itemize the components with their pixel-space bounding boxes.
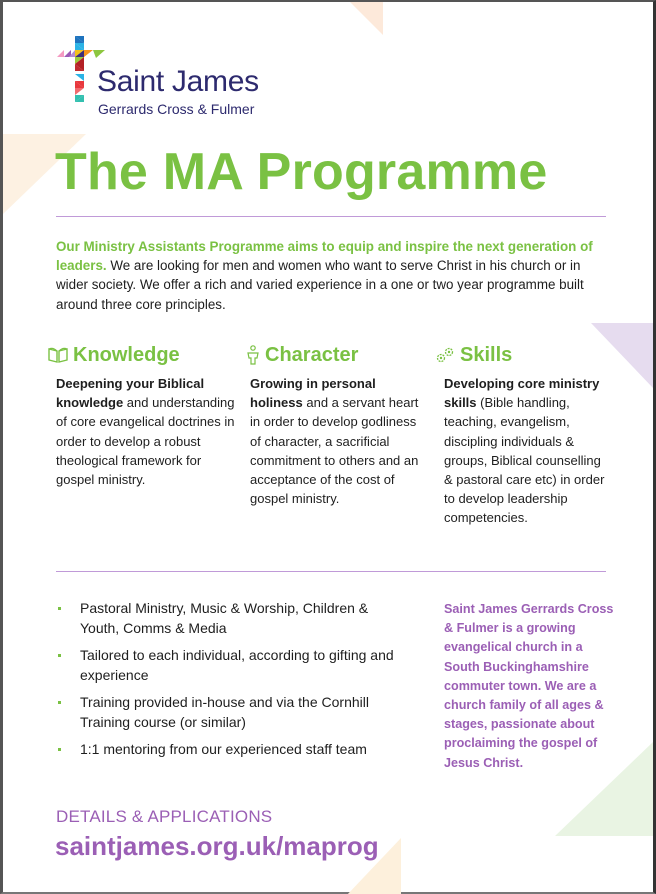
list-item-text: Training provided in-house and via the Cornhill Training course (or similar) bbox=[80, 694, 369, 730]
principle-text: (Bible handling, teaching, evangelism, discipling individuals & groups, Biblical counselling & pastoral care etc) in order to develop leadership competencies. bbox=[444, 395, 605, 526]
programme-features-list bbox=[56, 599, 406, 768]
principle-skills bbox=[434, 343, 614, 528]
list-item bbox=[56, 740, 406, 760]
principle-text: and a servant heart in order to develop godliness of character, a sacrificial commitment to others and an acceptance of the cost of gospel ministry. bbox=[250, 395, 419, 507]
details-label: DETAILS & APPLICATIONS bbox=[56, 807, 273, 826]
principle-heading-text: Knowledge bbox=[73, 344, 180, 366]
bullet-icon bbox=[58, 654, 61, 657]
church-about-text: Saint James Gerrards Cross & Fulmer is a growing evangelical church in a South Buckinghamshire commuter town. We are a church family of all ages & stages, passionate about proclaiming the gospel of Jesus Christ. bbox=[444, 602, 614, 770]
logo-name: Saint James bbox=[97, 65, 259, 98]
book-icon bbox=[47, 346, 69, 364]
triangle-top-orange bbox=[350, 2, 383, 35]
principle-description bbox=[444, 374, 609, 528]
list-item-text: Tailored to each individual, according to gifting and experience bbox=[80, 647, 394, 683]
bullet-icon bbox=[58, 701, 61, 704]
principle-heading bbox=[47, 343, 232, 367]
principle-character bbox=[245, 343, 425, 508]
principle-bold: Deepening your Biblical knowledge bbox=[56, 376, 205, 411]
list-item bbox=[56, 646, 406, 685]
list-item-text: Pastoral Ministry, Music & Worship, Children & Youth, Comms & Media bbox=[80, 600, 369, 636]
title-divider bbox=[56, 216, 606, 217]
principle-description bbox=[56, 374, 236, 489]
principle-knowledge bbox=[47, 343, 235, 489]
applications-link[interactable]: saintjames.org.uk/maprog bbox=[55, 831, 379, 861]
principle-text: and understanding of core evangelical doctrines in order to develop a robust theological framework for gospel ministry. bbox=[56, 395, 235, 488]
principle-heading bbox=[245, 343, 425, 367]
person-icon bbox=[245, 345, 261, 365]
list-item bbox=[56, 599, 406, 638]
gears-icon bbox=[434, 346, 456, 364]
principle-heading-text: Skills bbox=[460, 344, 513, 366]
intro-lead: Our Ministry Assistants Programme aims to equip and inspire the next generation of leaders. bbox=[56, 239, 593, 274]
principle-bold: Growing in personal holiness bbox=[250, 376, 376, 411]
principle-heading-text: Character bbox=[265, 344, 359, 366]
page-title: The MA Programme bbox=[55, 143, 548, 201]
principle-description bbox=[250, 374, 420, 508]
principle-bold: Developing core ministry skills bbox=[444, 376, 600, 411]
list-item-text: 1:1 mentoring from our experienced staff team bbox=[80, 741, 367, 757]
bullet-icon bbox=[58, 607, 61, 610]
intro-body: We are looking for men and women who want to serve Christ in his church or in wider society. We offer a rich and varied experience in a one or two year programme built around three core principles. bbox=[56, 258, 584, 312]
intro-paragraph bbox=[56, 237, 616, 314]
list-item bbox=[56, 693, 406, 732]
bullet-icon bbox=[58, 748, 61, 751]
principle-heading bbox=[434, 343, 614, 367]
section-divider bbox=[56, 571, 606, 572]
logo-subtitle: Gerrards Cross & Fulmer bbox=[98, 101, 255, 117]
